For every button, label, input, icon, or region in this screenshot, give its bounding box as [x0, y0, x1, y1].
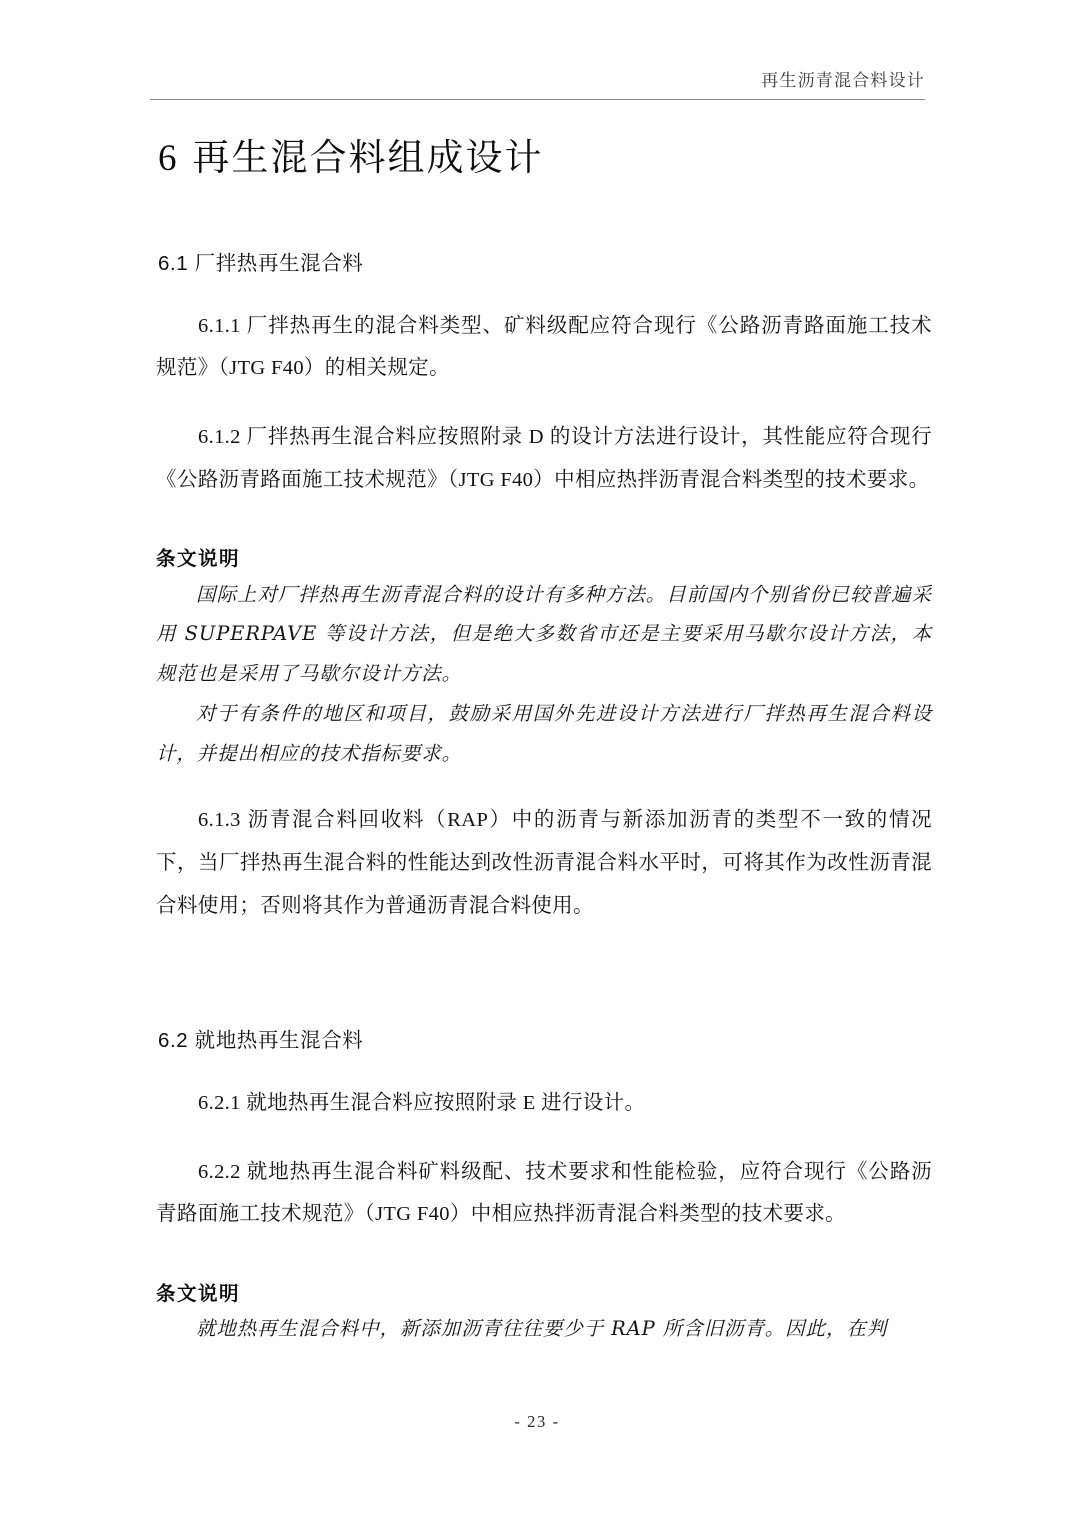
running-header — [150, 72, 925, 91]
clause-6-2-1: 6.2.1 就地热再生混合料应按照附录 E 进行设计。 — [198, 1091, 646, 1114]
clause-6-1-3: 6.1.3 沥青混合料回收料（RAP）中的沥青与新添加沥青的类型不一致的情况下，当厂拌热再生混合料的性能达到改性沥青混合料水平时，可将其作为改性沥青混合料使用；否则将其作为普通沥青混合料使用。 — [156, 809, 932, 917]
clause-6-1-1: 6.1.1 厂拌热再生的混合料类型、矿料级配应符合现行《公路沥青路面施工技术规范》（JTG F40）的相关规定。 — [156, 314, 932, 380]
page-content — [150, 122, 932, 1349]
page-footer — [0, 1412, 1074, 1432]
note-heading-6-2: 条文说明 — [156, 1283, 241, 1305]
spacer — [150, 501, 932, 545]
chapter-title — [150, 122, 932, 181]
spacer — [150, 1125, 932, 1151]
running-header-text: 再生沥青混合料设计 — [761, 71, 925, 90]
note-paragraph-6-1-1: 国际上对厂拌热再生沥青混合料的设计有多种方法。目前国内个别省份已较普遍采用 SUPERPAVE 等设计方法，但是绝大多数省市还是主要采用马歇尔设计方法，本规范也是采用了马歇尔设计方法。 — [156, 582, 932, 686]
spacer — [150, 927, 932, 1019]
note-heading-6-1: 条文说明 — [156, 549, 241, 571]
chapter-number: 6 — [158, 138, 179, 179]
spacer — [150, 279, 932, 305]
spacer — [150, 181, 932, 197]
header-rule-divider — [150, 99, 925, 100]
section-heading-6-1: 6.1 厂拌热再生混合料 — [158, 252, 364, 276]
spacer — [150, 773, 932, 799]
page-number: - 23 - — [514, 1412, 560, 1431]
spacer — [150, 390, 932, 416]
spacer — [150, 1236, 932, 1280]
clause-6-1-2: 6.1.2 厂拌热再生混合料应按照附录 D 的设计方法进行设计，其性能应符合现行《公路沥青路面施工技术规范》（JTG F40）中相应热拌沥青混合料类型的技术要求。 — [156, 426, 932, 491]
note-paragraph-6-2-1: 就地热再生混合料中，新添加沥青往往要少于 RAP 所含旧沥青。因此，在判 — [196, 1317, 888, 1341]
section-heading-6-2: 6.2 就地热再生混合料 — [158, 1029, 364, 1053]
spacer — [150, 1056, 932, 1082]
clause-6-2-2: 6.2.2 就地热再生混合料矿料级配、技术要求和性能检验，应符合现行《公路沥青路面施工技术规范》（JTG F40）中相应热拌沥青混合料类型的技术要求。 — [156, 1160, 932, 1226]
chapter-title-text: 再生混合料组成设计 — [192, 138, 544, 179]
note-paragraph-6-1-2: 对于有条件的地区和项目，鼓励采用国外先进设计方法进行厂拌热再生混合料设计，并提出相应的技术指标要求。 — [156, 701, 932, 765]
